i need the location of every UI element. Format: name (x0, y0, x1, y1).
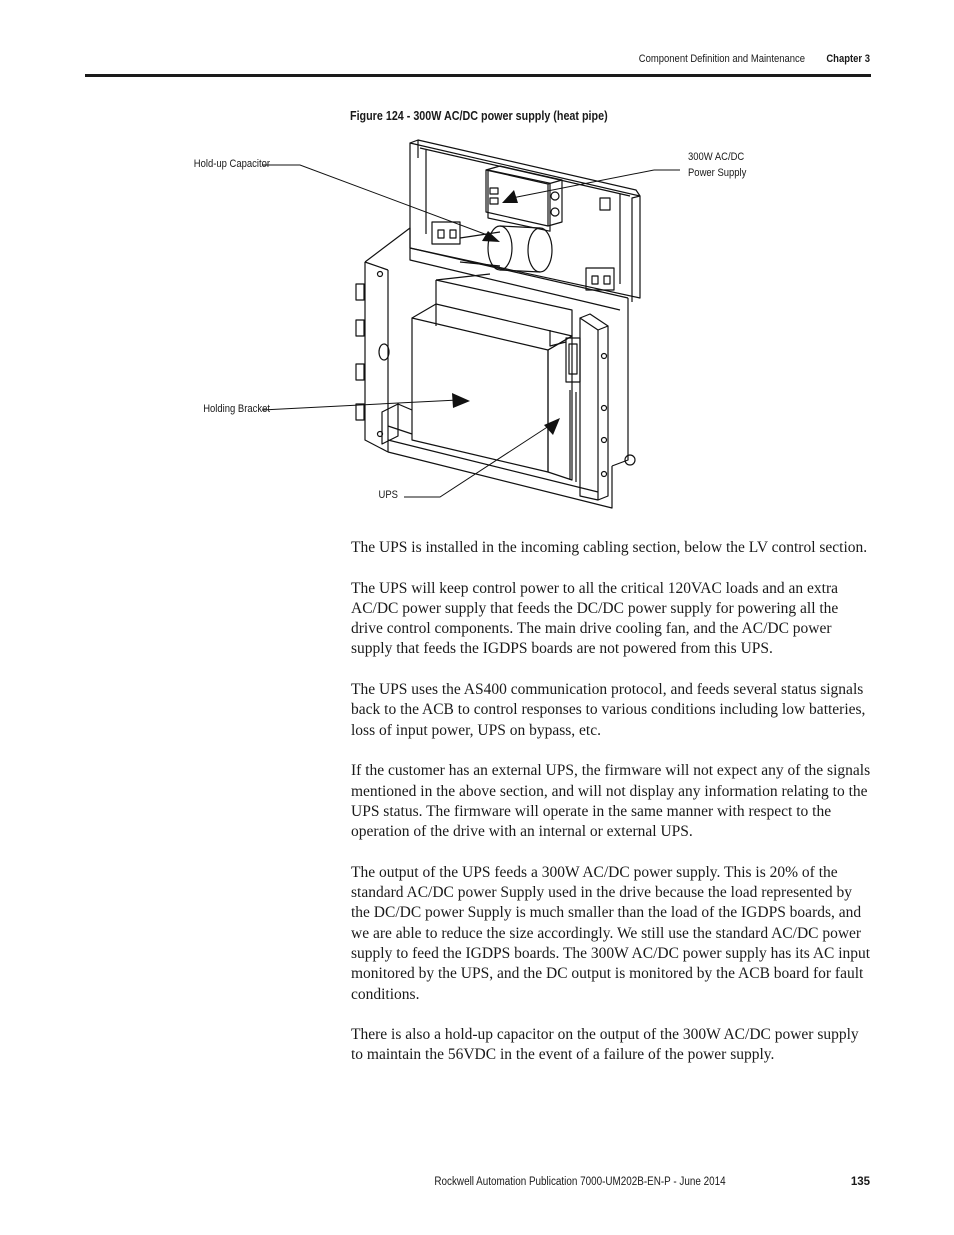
body-paragraph: The UPS is installed in the incoming cabling section, below the LV control section. (351, 539, 868, 556)
footer-publication: Rockwell Automation Publication 7000-UM202B-EN-P - June 2014 (434, 1176, 726, 1188)
body-paragraph: The UPS will keep control power to all the critical 120VAC loads and an extra AC/DC power supply that feeds the DC/DC power supply for powering all the drive control components. The main drive cooling fan, and the AC/DC power supply that feeds the IGDPS boards are not powered from this UPS. (351, 579, 839, 658)
callout-power-supply-line1: 300W AC/DC (688, 151, 745, 163)
body-text (351, 538, 872, 1086)
callout-power-supply (688, 149, 791, 181)
running-header-chapter: Chapter 3 (826, 53, 870, 65)
body-paragraph: There is also a hold-up capacitor on the output of the 300W AC/DC power supply to maintain the 56VDC in the event of a failure of the power supply. (351, 1026, 859, 1064)
body-paragraph: The UPS uses the AS400 communication protocol, and feeds several status signals back to the ACB to control responses to various conditions including low batteries, loss of input power, UPS on bypass, etc. (351, 681, 866, 739)
callout-ups: UPS (378, 489, 398, 501)
footer-page-number: 135 (850, 1176, 870, 1188)
body-paragraph: If the customer has an external UPS, the firmware will not expect any of the signals mentioned in the above section, and will not display any information relating to the UPS status. The firmware will operate in the same manner with respect to the operation of the drive with an internal or external UPS. (351, 762, 871, 841)
body-paragraph: The output of the UPS feeds a 300W AC/DC power supply. This is 20% of the standard AC/DC power Supply used in the drive because the load represented by the DC/DC power Supply is much smaller than the load of the IGDPS boards, and we are able to reduce the size accordingly. We still use the standard AC/DC power supply to feed the IGDPS boards. The 300W AC/DC power supply has its AC input monitored by the UPS, and the DC output is monitored by the ACB board for fault conditions. (351, 863, 871, 1003)
figure-caption: Figure 124 - 300W AC/DC power supply (heat pipe) (350, 109, 608, 123)
callout-holding-bracket: Holding Bracket (203, 403, 270, 415)
running-header-section: Component Definition and Maintenance (638, 53, 805, 65)
ups-assembly-drawing (0, 0, 954, 520)
callout-power-supply-line2: Power Supply (688, 167, 747, 179)
callout-hold-up-capacitor: Hold-up Capacitor (193, 158, 270, 170)
